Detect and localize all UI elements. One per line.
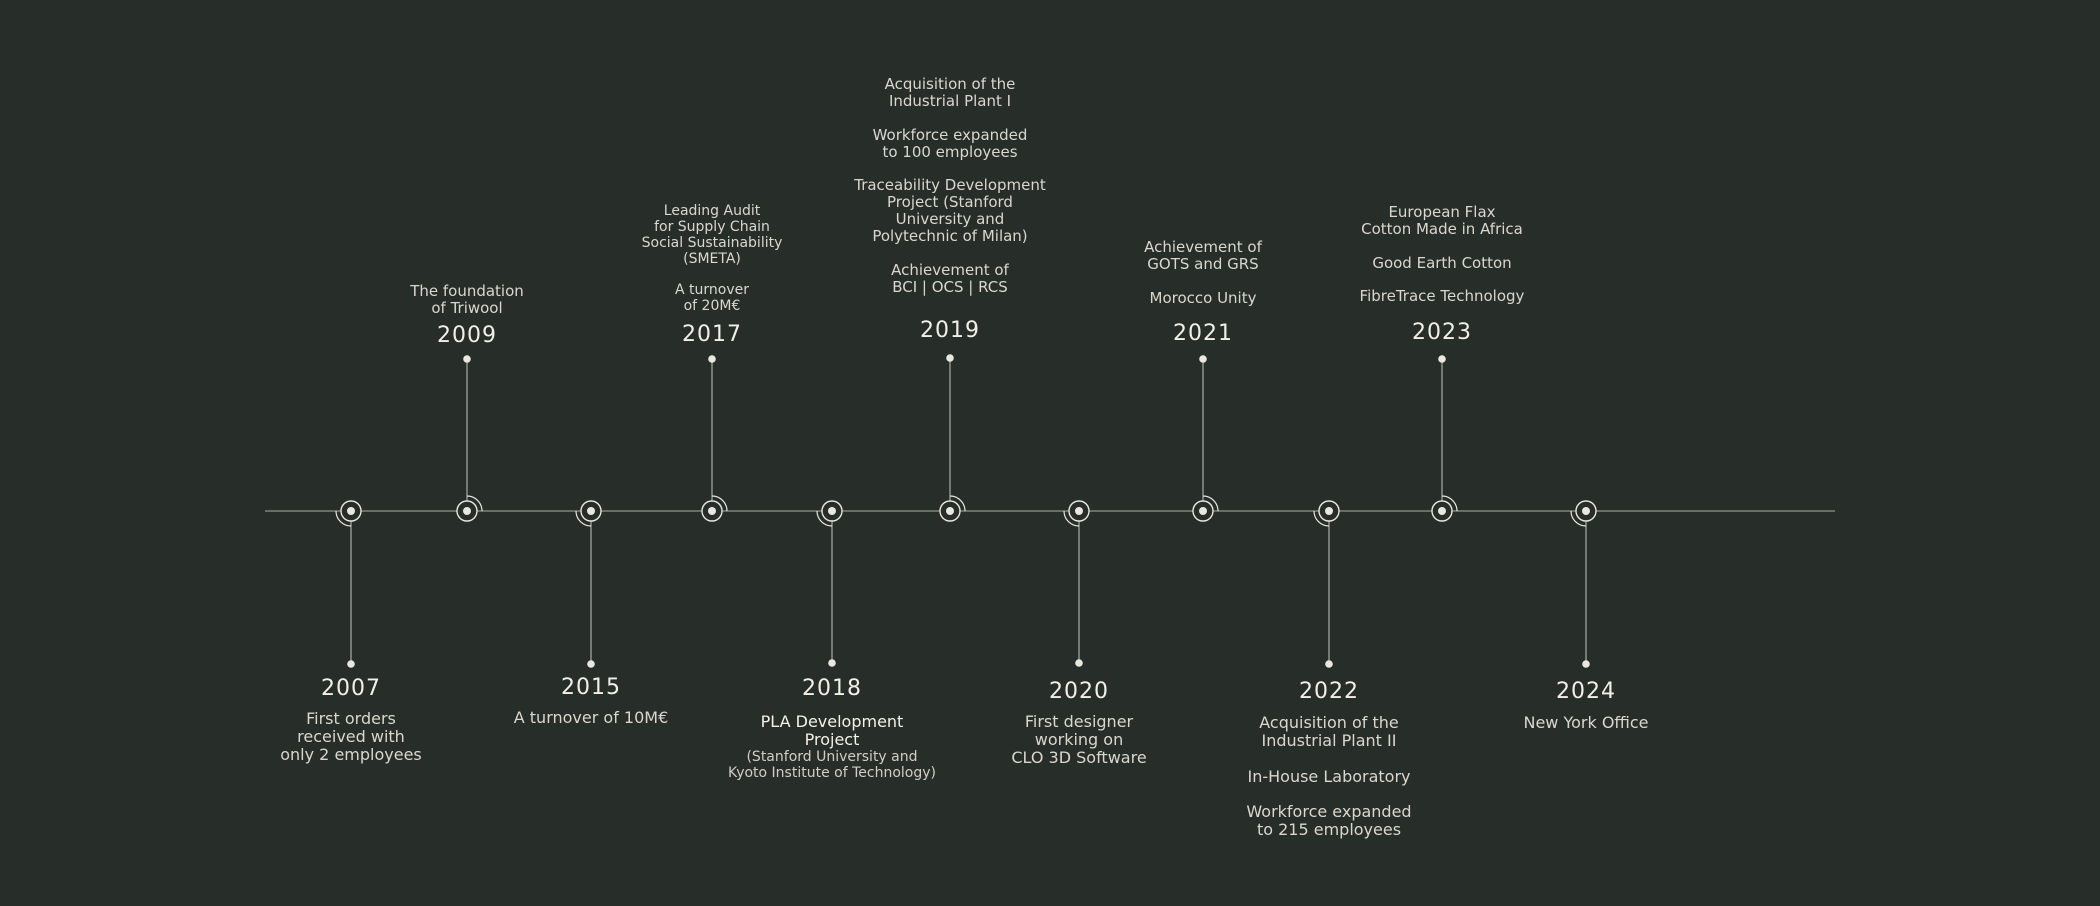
year-label: 2009 [437,323,497,348]
milestone-node-2009 [457,355,482,521]
description-line: Workforce expanded [1246,802,1412,822]
description-line: Industrial Plant I [888,92,1012,110]
description-line: (SMETA) [683,251,741,267]
milestone-description [1360,204,1525,305]
year-label: 2022 [1299,679,1359,704]
milestone-description [280,710,422,764]
endpoint-dot [1582,660,1590,668]
description-line: BCI | OCS | RCS [892,277,1008,296]
milestone-description [410,283,524,317]
description-line: Social Sustainability [641,235,783,251]
description-line: A turnover of 10M€ [513,708,669,727]
endpoint-dot [463,355,471,363]
milestone-node-2024 [1571,501,1596,668]
line-gap [854,245,1046,262]
description-line: Cotton Made in Africa [1361,220,1523,238]
description-line: Good Earth Cotton [1372,253,1512,272]
node-center-dot [708,507,716,515]
node-center-dot [946,507,954,515]
line-gap [1246,786,1411,804]
description-line: First designer [1024,712,1134,731]
node-center-dot [1438,507,1446,515]
milestone-node-2019 [940,354,965,521]
description-line: Achievement of [1144,238,1262,256]
milestone-node-2007 [336,501,361,668]
endpoint-dot [708,355,716,363]
line-gap [1144,273,1262,290]
line-gap [1360,272,1525,289]
description-line: to 215 employees [1256,820,1402,840]
milestone-node-2021 [1193,355,1218,521]
description-line: Morocco Unity [1149,288,1257,307]
description-line: New York Office [1523,713,1649,732]
description-line: of Triwool [431,299,503,317]
node-center-dot [1325,507,1333,515]
line-gap [854,161,1046,178]
description-line: Leading Audit [663,203,761,219]
year-label: 2024 [1556,679,1616,704]
milestone-description [728,713,936,781]
milestone-description [1011,713,1146,767]
description-line: Achievement of [891,260,1009,279]
endpoint-dot [1438,355,1446,363]
line-gap [854,110,1046,127]
line-gap [1360,238,1525,255]
endpoint-dot [347,660,355,668]
milestone-node-2017 [702,355,727,521]
line-gap [1246,750,1411,768]
description-line: First orders [306,709,396,728]
description-line: FibreTrace Technology [1359,287,1525,305]
year-label: 2019 [920,318,980,343]
endpoint-dot [828,659,836,667]
milestone-node-2018 [817,501,842,667]
milestone-node-2023 [1432,355,1457,521]
endpoint-dot [1325,660,1333,668]
milestone-node-2022 [1314,501,1339,668]
description-line: Polytechnic of Milan) [872,227,1028,245]
description-line: Acquisition of the [884,75,1016,93]
description-subline: (Stanford University and [746,749,918,765]
year-label: 2007 [321,676,381,701]
description-line: In-House Laboratory [1247,766,1411,786]
description-line: CLO 3D Software [1011,748,1147,767]
endpoint-dot [1075,659,1083,667]
description-line: working on [1034,730,1124,749]
milestone-node-2015 [576,501,601,668]
milestone-description [1144,239,1262,307]
node-center-dot [587,507,595,515]
description-line: for Supply Chain [654,219,770,235]
description-line: University and [895,210,1005,228]
milestone-description [854,76,1046,296]
description-line: GOTS and GRS [1147,255,1259,273]
endpoint-dot [946,354,954,362]
description-line: PLA Development [760,712,904,731]
endpoint-dot [1199,355,1207,363]
year-label: 2017 [682,322,742,347]
milestone-description [1246,714,1411,839]
year-label: 2021 [1173,321,1233,346]
year-label: 2015 [561,675,621,700]
year-label: 2020 [1049,679,1109,704]
node-center-dot [347,507,355,515]
description-line: The foundation [410,282,524,300]
description-line: Project [804,730,860,749]
milestone-description [514,709,669,727]
description-line: Industrial Plant II [1261,731,1397,750]
description-line: only 2 employees [280,745,422,764]
endpoint-dot [587,660,595,668]
node-center-dot [1582,507,1590,515]
description-line: Traceability Development [854,176,1046,194]
description-line: A turnover [674,282,749,299]
milestone-description [1523,714,1648,732]
description-line: of 20M€ [683,298,741,315]
description-subline: Kyoto Institute of Technology) [728,765,936,781]
year-label: 2023 [1412,320,1472,345]
description-line: Acquisition of the [1259,713,1399,732]
milestone-description [642,203,783,314]
node-center-dot [463,507,471,515]
line-gap [642,267,783,282]
milestone-node-2020 [1064,501,1089,667]
node-center-dot [1075,507,1083,515]
description-line: Project (Stanford [887,193,1013,211]
description-line: to 100 employees [882,142,1018,161]
node-center-dot [1199,507,1207,515]
description-line: Workforce expanded [872,125,1028,144]
year-label: 2018 [802,676,862,701]
description-line: received with [297,727,405,746]
node-center-dot [828,507,836,515]
description-line: European Flax [1388,203,1496,221]
